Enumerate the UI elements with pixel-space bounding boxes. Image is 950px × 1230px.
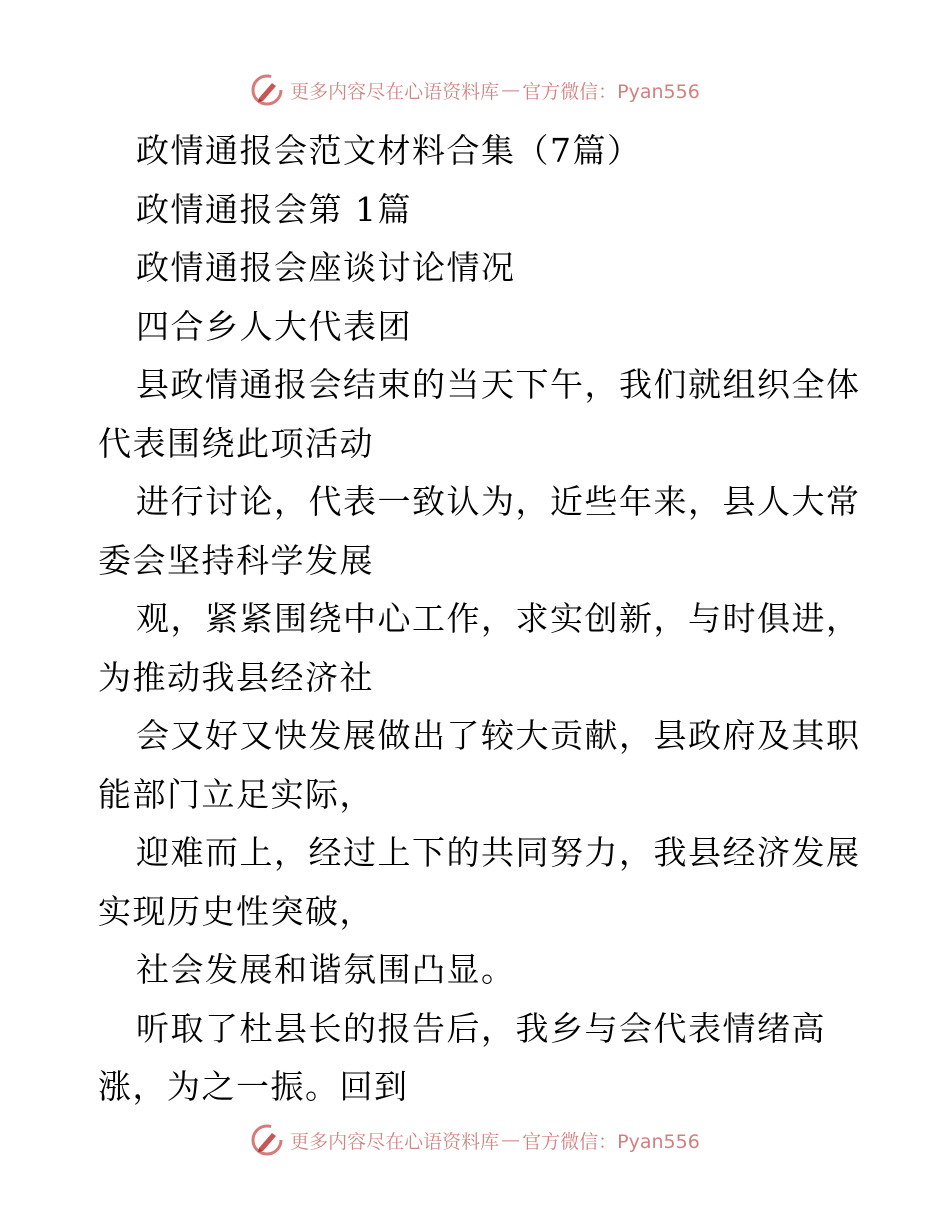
footer-watermark: [0, 1120, 950, 1160]
text-line: 能部门立足实际，: [98, 774, 374, 814]
watermark-contact: 官方微信：Pyan556: [522, 80, 700, 103]
header-watermark: [0, 70, 950, 110]
watermark-separator: —: [501, 1129, 521, 1151]
watermark-separator: —: [501, 79, 521, 101]
pen-circle-logo-icon: [250, 73, 284, 107]
watermark-text: 更多内容尽在心语资料库: [290, 80, 500, 103]
text-line: 四合乡人大代表团: [136, 306, 412, 346]
text-line: 政情通报会范文材料合集（7篇）: [136, 131, 642, 170]
text-line: 实现历史性突破，: [98, 891, 374, 931]
pen-circle-logo-icon: [250, 1123, 284, 1157]
text-line: 代表围绕此项活动: [98, 423, 374, 463]
document-body: [98, 122, 861, 1117]
text-line: 涨，为之一振。回到: [98, 1067, 409, 1106]
text-line: 政情通报会座谈讨论情况: [136, 248, 516, 287]
watermark-text: 更多内容尽在心语资料库: [290, 1130, 500, 1153]
text-line: 迎难而上，经过上下的共同努力，我县经济发展: [136, 833, 861, 872]
text-line: 为推动我县经济社: [98, 657, 374, 697]
text-line: 社会发展和谐氛围凸显。: [136, 950, 516, 989]
text-line: 会又好又快发展做出了较大贡献，县政府及其职: [136, 716, 861, 755]
text-line: 委会坚持科学发展: [98, 540, 374, 580]
watermark-contact: 官方微信：Pyan556: [522, 1130, 700, 1153]
text-line: 听取了杜县长的报告后，我乡与会代表情绪高: [136, 1008, 826, 1048]
text-line: 政情通报会第 1篇: [136, 189, 412, 229]
text-line: 进行讨论，代表一致认为，近些年来，县人大常: [136, 482, 861, 521]
text-line: 观，紧紧围绕中心工作，求实创新，与时俱进，: [136, 599, 861, 638]
text-line: 县政情通报会结束的当天下午，我们就组织全体: [136, 365, 861, 404]
